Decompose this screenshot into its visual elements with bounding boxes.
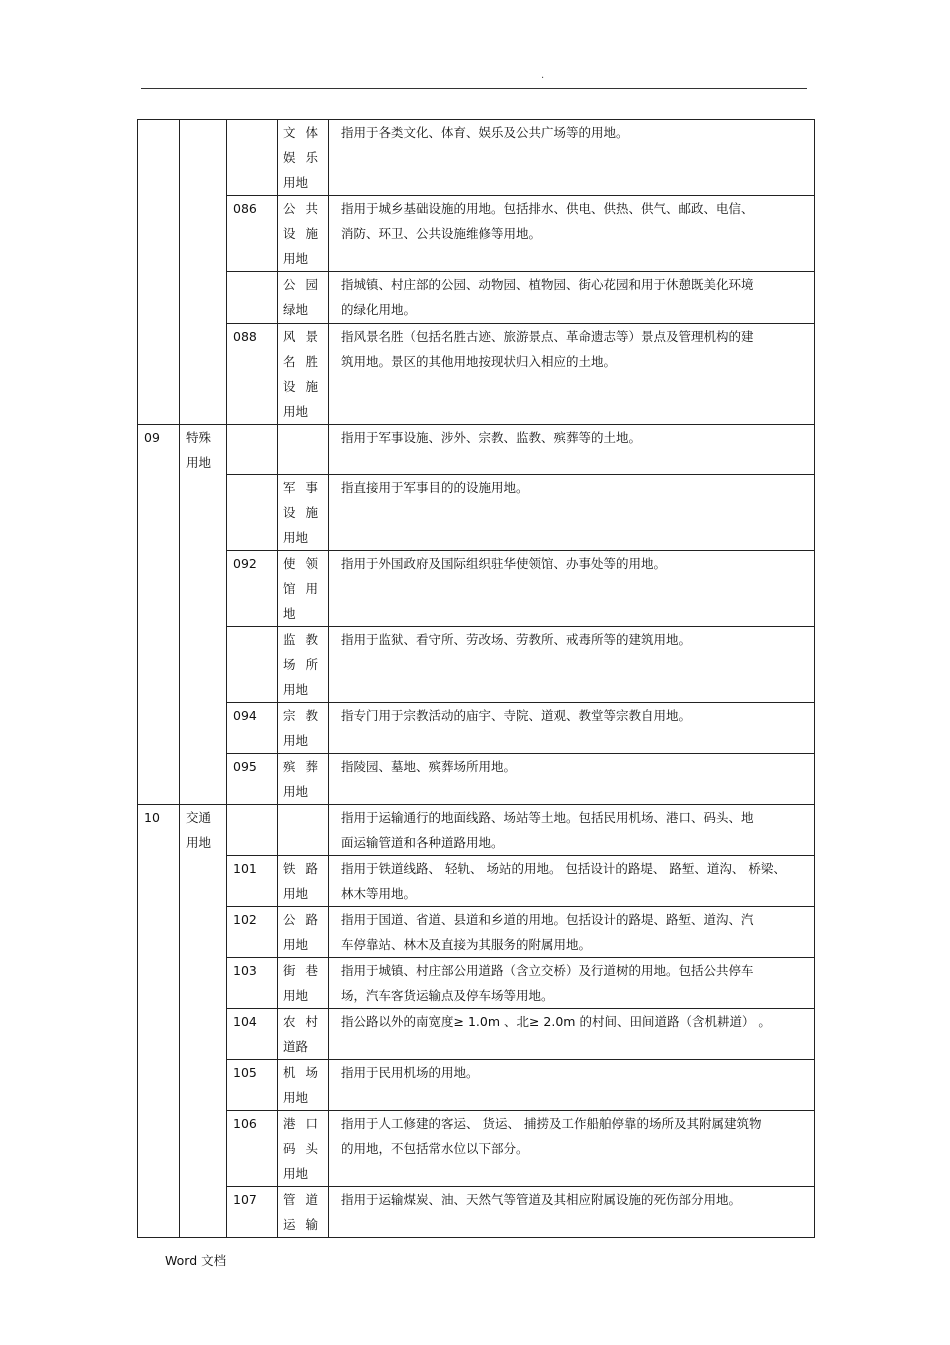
description-line: 指专门用于宗教活动的庙宇、寺院、道观、教堂等宗教自用地。 <box>341 708 692 723</box>
description-line: 指用于运输通行的地面线路、场站等土地。包括民用机场、港口、码头、地 <box>341 810 754 825</box>
major-code-cell: 10 <box>138 805 180 1238</box>
code-cell: 105 <box>227 1060 278 1111</box>
table-row <box>138 475 815 551</box>
description-line: 指城镇、村庄部的公园、动物园、植物园、街心花园和用于休憩既美化环境 <box>341 277 754 292</box>
land-name-cell <box>278 272 329 324</box>
code-cell: 102 <box>227 907 278 958</box>
land-name-cell <box>278 805 329 856</box>
land-name-cell <box>278 907 329 958</box>
land-name-line: 军 事 <box>283 480 318 495</box>
description-line: 指用于铁道线路、 轻轨、 场站的用地。 包括设计的路堤、 路堑、道沟、 桥梁、 <box>341 861 786 876</box>
land-name-line: 地 <box>283 606 296 621</box>
land-name-line: 风 景 <box>283 329 318 344</box>
description-line: 特殊 <box>186 430 212 445</box>
land-name-cell <box>278 551 329 627</box>
description-line: 场，汽车客货运输点及停车场等用地。 <box>341 988 554 1003</box>
description-line: 指用于人工修建的客运、 货运、 捕捞及工作船舶停靠的场所及其附属建筑物 <box>341 1116 762 1131</box>
description-line: 指用于国道、省道、县道和乡道的用地。包括设计的路堤、路堑、道沟、汽 <box>341 912 754 927</box>
land-name-line: 设 施 <box>283 379 318 394</box>
description-line: 指用于民用机场的用地。 <box>341 1065 479 1080</box>
land-name-cell <box>278 1111 329 1187</box>
major-code-cell <box>138 120 180 425</box>
land-name-line: 名 胜 <box>283 354 318 369</box>
description-cell <box>329 196 815 272</box>
description-line: 交通 <box>186 810 212 825</box>
land-name-cell <box>278 196 329 272</box>
description-line: 用地 <box>186 455 212 470</box>
table-row <box>138 1111 815 1187</box>
land-name-line: 码 头 <box>283 1141 318 1156</box>
description-line: 指用于城乡基础设施的用地。包括排水、供电、供热、供气、邮政、电信、 <box>341 201 754 216</box>
land-name-line: 用地 <box>283 886 309 901</box>
description-cell <box>329 120 815 196</box>
land-name-line: 设 施 <box>283 226 318 241</box>
table-row <box>138 196 815 272</box>
description-cell <box>329 1009 815 1060</box>
table-row <box>138 120 815 196</box>
code-cell: 094 <box>227 703 278 754</box>
table-row <box>138 1060 815 1111</box>
description-line: 的绿化用地。 <box>341 302 417 317</box>
description-cell <box>329 958 815 1009</box>
land-name-cell <box>278 627 329 703</box>
major-name-cell <box>180 120 227 425</box>
description-line: 指用于监狱、看守所、劳改场、劳教所、戒毒所等的建筑用地。 <box>341 632 692 647</box>
land-name-cell <box>278 1009 329 1060</box>
description-line: 指用于军事设施、涉外、宗教、监教、殡葬等的土地。 <box>341 430 642 445</box>
code-cell <box>227 627 278 703</box>
land-name-cell <box>278 475 329 551</box>
table-row <box>138 324 815 425</box>
code-cell: 092 <box>227 551 278 627</box>
table-row <box>138 551 815 627</box>
description-line: 指直接用于军事目的的设施用地。 <box>341 480 529 495</box>
land-name-line: 殡 葬 <box>283 759 318 774</box>
major-code-cell: 09 <box>138 425 180 805</box>
table-row <box>138 1187 815 1238</box>
land-name-cell <box>278 120 329 196</box>
description-line: 车停靠站、林木及直接为其服务的附属用地。 <box>341 937 592 952</box>
land-name-line: 使 领 <box>283 556 318 571</box>
land-name-cell <box>278 856 329 907</box>
code-cell: 104 <box>227 1009 278 1060</box>
description-line: 指陵园、墓地、殡葬场所用地。 <box>341 759 517 774</box>
description-line: 指用于外国政府及国际组织驻华使领馆、办事处等的用地。 <box>341 556 667 571</box>
description-cell <box>329 1111 815 1187</box>
land-name-line: 娱 乐 <box>283 150 318 165</box>
land-name-line: 用地 <box>283 937 309 952</box>
table-row <box>138 627 815 703</box>
land-name-cell <box>278 425 329 475</box>
description-cell <box>329 627 815 703</box>
land-name-line: 用地 <box>283 988 309 1003</box>
land-name-line: 铁 路 <box>283 861 318 876</box>
description-cell <box>329 907 815 958</box>
land-name-line: 公 共 <box>283 201 318 216</box>
footer-text: Word 文档 <box>165 1253 227 1268</box>
code-cell <box>227 272 278 324</box>
code-cell: 101 <box>227 856 278 907</box>
land-name-line: 用地 <box>283 682 309 697</box>
header-mark: . <box>541 70 545 81</box>
land-name-cell <box>278 754 329 805</box>
land-name-line: 用地 <box>283 1090 309 1105</box>
description-cell <box>329 754 815 805</box>
land-name-line: 街 巷 <box>283 963 318 978</box>
description-line: 指公路以外的南宽度≥ 1.0m 、北≥ 2.0m 的村间、田间道路（含机耕道） 。 <box>341 1014 771 1029</box>
description-line: 筑用地。景区的其他用地按现状归入相应的土地。 <box>341 354 617 369</box>
major-name-cell <box>180 805 227 1238</box>
land-name-line: 监 教 <box>283 632 318 647</box>
description-line: 面运输管道和各种道路用地。 <box>341 835 504 850</box>
description-cell <box>329 1187 815 1238</box>
land-name-line: 宗 教 <box>283 708 318 723</box>
description-cell <box>329 805 815 856</box>
description-line: 林木等用地。 <box>341 886 417 901</box>
major-name-cell <box>180 425 227 805</box>
table-row <box>138 703 815 754</box>
description-line: 指用于各类文化、体育、娱乐及公共广场等的用地。 <box>341 125 629 140</box>
land-name-line: 用地 <box>283 530 309 545</box>
description-line: 指风景名胜（包括名胜古迹、旅游景点、革命遗志等）景点及管理机构的建 <box>341 329 754 344</box>
land-name-line: 绿地 <box>283 302 309 317</box>
land-name-line: 公 路 <box>283 912 318 927</box>
description-cell <box>329 856 815 907</box>
table-row <box>138 805 815 856</box>
land-name-cell <box>278 324 329 425</box>
land-name-cell <box>278 1060 329 1111</box>
description-cell <box>329 272 815 324</box>
code-cell <box>227 425 278 475</box>
table-row <box>138 907 815 958</box>
land-name-line: 设 施 <box>283 505 318 520</box>
land-name-cell <box>278 958 329 1009</box>
table-row <box>138 754 815 805</box>
land-name-line: 道路 <box>283 1039 309 1054</box>
description-line: 指用于运输煤炭、油、天然气等管道及其相应附属设施的死伤部分用地。 <box>341 1192 742 1207</box>
description-line: 的用地，不包括常水位以下部分。 <box>341 1141 529 1156</box>
description-cell <box>329 324 815 425</box>
description-line: 用地 <box>186 835 212 850</box>
land-name-line: 机 场 <box>283 1065 318 1080</box>
code-cell <box>227 475 278 551</box>
table-row <box>138 1009 815 1060</box>
land-name-line: 用地 <box>283 175 309 190</box>
land-use-table <box>137 119 815 1238</box>
land-name-line: 农 村 <box>283 1014 318 1029</box>
land-name-cell <box>278 703 329 754</box>
description-cell <box>329 1060 815 1111</box>
code-cell: 086 <box>227 196 278 272</box>
code-cell: 103 <box>227 958 278 1009</box>
land-name-line: 用地 <box>283 733 309 748</box>
land-name-line: 用地 <box>283 1166 309 1181</box>
code-cell: 088 <box>227 324 278 425</box>
table-row <box>138 272 815 324</box>
code-cell: 107 <box>227 1187 278 1238</box>
table-row <box>138 856 815 907</box>
land-name-line: 场 所 <box>283 657 318 672</box>
description-cell <box>329 703 815 754</box>
code-cell: 095 <box>227 754 278 805</box>
land-name-line: 公 园 <box>283 277 318 292</box>
table-row <box>138 958 815 1009</box>
description-cell <box>329 475 815 551</box>
code-cell <box>227 805 278 856</box>
land-name-line: 用地 <box>283 404 309 419</box>
description-cell <box>329 551 815 627</box>
description-cell <box>329 425 815 475</box>
code-cell: 106 <box>227 1111 278 1187</box>
land-name-line: 用地 <box>283 251 309 266</box>
table-row <box>138 425 815 475</box>
code-cell <box>227 120 278 196</box>
land-name-line: 管 道 <box>283 1192 318 1207</box>
land-name-line: 运 输 <box>283 1217 318 1232</box>
land-name-line: 馆 用 <box>283 581 318 596</box>
land-name-cell <box>278 1187 329 1238</box>
land-name-line: 用地 <box>283 784 309 799</box>
land-name-line: 文 体 <box>283 125 318 140</box>
land-name-line: 港 口 <box>283 1116 318 1131</box>
header-rule <box>141 88 807 89</box>
description-line: 消防、环卫、公共设施维修等用地。 <box>341 226 542 241</box>
description-line: 指用于城镇、村庄部公用道路（含立交桥）及行道树的用地。包括公共停车 <box>341 963 754 978</box>
